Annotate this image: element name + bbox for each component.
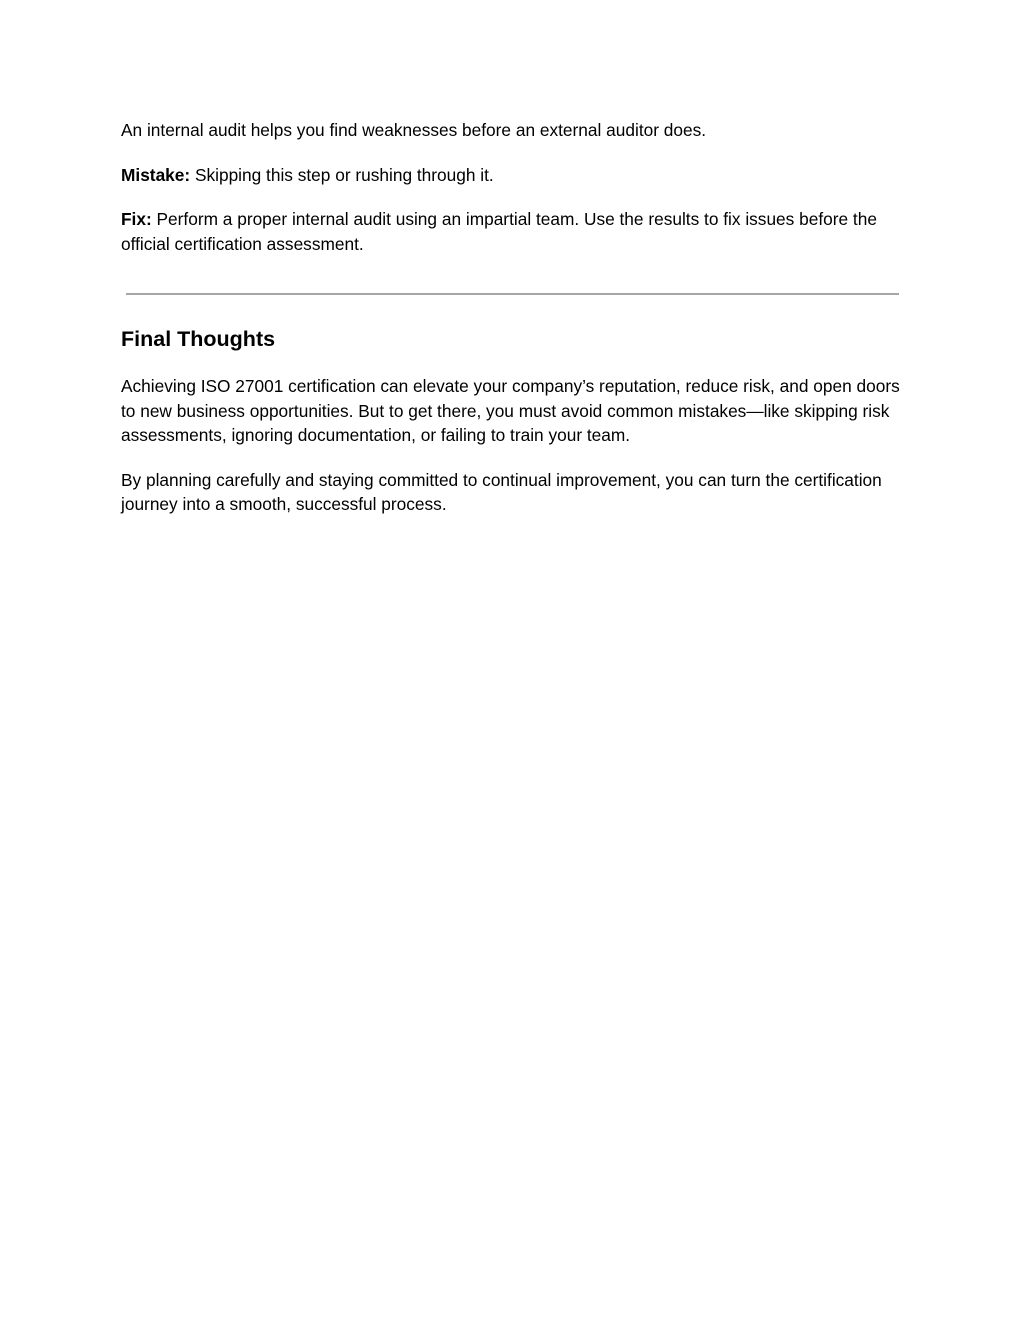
fix-text: Perform a proper internal audit using an impartial team. Use the results to fix issues before the official certification assessment. (121, 209, 877, 254)
fix-paragraph (121, 207, 906, 256)
mistake-paragraph (121, 163, 906, 188)
final-thoughts-paragraph-1: Achieving ISO 27001 certification can elevate your company’s reputation, reduce risk, and open doors to new business opportunities. But to get there, you must avoid common mistakes—like skipping risk assessments, ignoring documentation, or failing to train your team. (121, 376, 900, 445)
final-thoughts-heading: Final Thoughts (121, 327, 276, 351)
section-divider (126, 293, 899, 295)
document-page (121, 118, 906, 517)
mistake-text: Skipping this step or rushing through it. (190, 164, 494, 185)
fix-label: Fix: (121, 209, 152, 229)
final-thoughts-paragraph-2: By planning carefully and staying committed to continual improvement, you can turn the certification journey into a smooth, successful process. (121, 469, 882, 514)
audit-intro-paragraph: An internal audit helps you find weaknesses before an external auditor does. (121, 120, 707, 140)
mistake-label: Mistake: (121, 164, 191, 185)
